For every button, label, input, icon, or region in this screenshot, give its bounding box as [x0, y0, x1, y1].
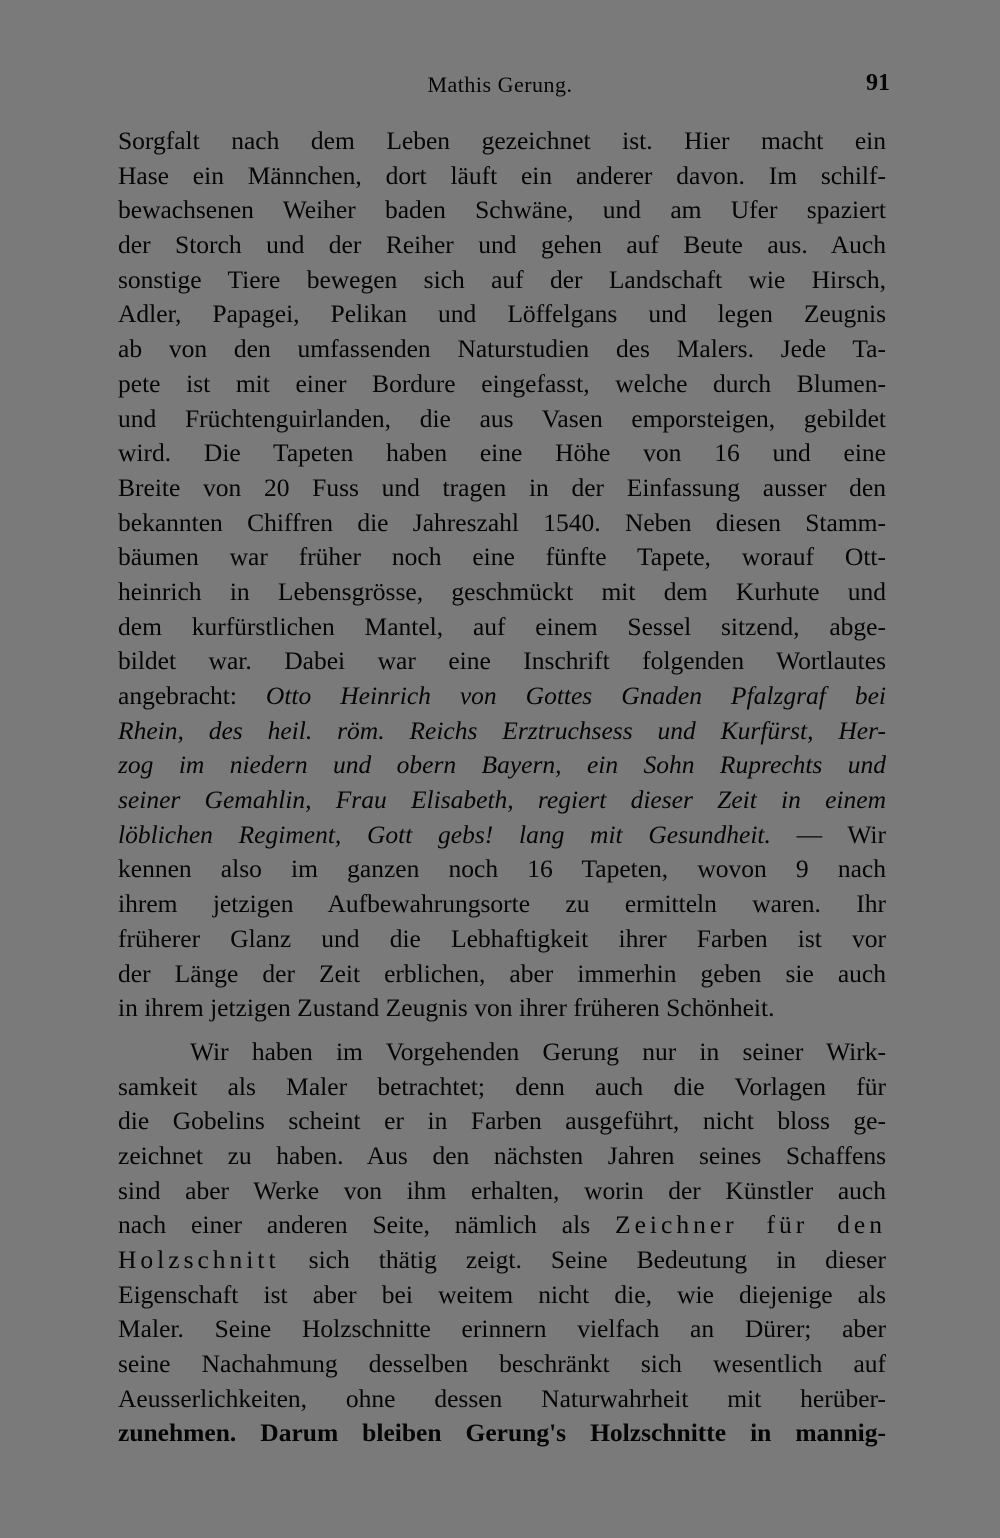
text-line: Hase ein Männchen, dort läuft ein anderer davon. Im schilf- — [118, 160, 886, 190]
running-title: Mathis Gerung. — [427, 72, 573, 97]
text-line: die Gobelins scheint er in Farben ausgeführt, nicht bloss ge- — [118, 1106, 886, 1136]
inscription-text: Otto Heinrich von Gottes Gnaden Pfalzgraf bei — [265, 681, 886, 710]
text-line: löblichen Regiment, Gott gebs! lang mit Gesundheit. — Wir — [118, 819, 886, 849]
text-line: in ihrem jetzigen Zustand Zeugnis von ihrer früheren Schönheit. — [118, 993, 775, 1023]
body-text — [118, 124, 886, 1451]
text-line: ab von den umfassenden Naturstudien des Malers. Jede Ta- — [118, 334, 886, 364]
page-number: 91 — [866, 70, 890, 96]
inscription-line: zog im niedern und obern Bayern, ein Sohn Ruprechts und — [118, 750, 886, 780]
text-line: früherer Glanz und die Lebhaftigkeit ihrer Farben ist vor — [118, 923, 886, 953]
text-line: Wir haben im Vorgehenden Gerung nur in seiner Wirk- — [190, 1036, 886, 1066]
inscription-line: seiner Gemahlin, Frau Elisabeth, regiert dieser Zeit in einem — [118, 785, 886, 815]
text-line: und Früchtenguirlanden, die aus Vasen emporsteigen, gebildet — [118, 403, 886, 433]
paragraph — [118, 124, 886, 1026]
text-line: Sorgfalt nach dem Leben gezeichnet ist. Hier macht ein — [118, 126, 886, 155]
text-line: Aeusserlichkeiten, ohne dessen Naturwahrheit mit herüber- — [118, 1383, 886, 1413]
text-line: nach einer anderen Seite, nämlich als Zeichner für den — [118, 1210, 886, 1240]
text-line: Eigenschaft ist aber bei weitem nicht die, wie diejenige als — [118, 1279, 886, 1309]
text-line: kennen also im ganzen noch 16 Tapeten, wovon 9 nach — [118, 854, 886, 884]
text-line: heinrich in Lebensgrösse, geschmückt mit dem Kurhute und — [118, 576, 886, 606]
text-line: dem kurfürstlichen Mantel, auf einem Sessel sitzend, abge- — [118, 611, 886, 641]
inscription-text: löblichen Regiment, Gott gebs! lang mit Gesundheit. — [118, 819, 771, 849]
text-line: zunehmen. Darum bleiben Gerung's Holzschnitte in mannig- — [118, 1418, 886, 1448]
spaced-emphasis: Zeichner für den — [615, 1210, 886, 1240]
running-header — [0, 66, 1000, 102]
text-line: seine Nachahmung desselben beschränkt sich wesentlich auf — [118, 1349, 886, 1379]
text-line: Adler, Papagei, Pelikan und Löffelgans und legen Zeugnis — [118, 299, 886, 329]
text-line: sonstige Tiere bewegen sich auf der Landschaft wie Hirsch, — [118, 264, 886, 294]
text-line: Maler. Seine Holzschnitte erinnern vielfach an Dürer; aber — [118, 1314, 886, 1344]
text-line: Breite von 20 Fuss und tragen in der Einfassung ausser den — [118, 472, 886, 502]
inscription-line: Rhein, des heil. röm. Reichs Erztruchsess und Kurfürst, Her- — [118, 715, 886, 745]
text-line: zeichnet zu haben. Aus den nächsten Jahren seines Schaffens — [118, 1140, 886, 1170]
text-line: angebracht: Otto Heinrich von Gottes Gnaden Pfalzgraf bei — [118, 681, 886, 710]
paragraph-gap — [118, 1026, 886, 1035]
paragraph — [118, 1035, 886, 1451]
text-line: der Storch und der Reiher und gehen auf Beute aus. Auch — [118, 230, 886, 260]
text-line: wird. Die Tapeten haben eine Höhe von 16 und eine — [118, 438, 886, 468]
text-line: pete ist mit einer Bordure eingefasst, welche durch Blumen- — [118, 368, 886, 398]
text-line: bewachsenen Weiher baden Schwäne, und am Ufer spaziert — [118, 195, 886, 225]
text-line: der Länge der Zeit erblichen, aber immerhin geben sie auch — [118, 958, 886, 988]
spaced-emphasis: Holzschnitt — [118, 1245, 280, 1274]
text-line: bäumen war früher noch eine fünfte Tapete, worauf Ott- — [118, 542, 886, 572]
text-line: bildet war. Dabei war eine Inschrift folgenden Wortlautes — [118, 646, 886, 676]
text-line: Holzschnitt sich thätig zeigt. Seine Bedeutung in dieser — [118, 1245, 886, 1274]
text-line: ihrem jetzigen Aufbewahrungsorte zu ermitteln waren. Ihr — [118, 889, 886, 919]
text-line: samkeit als Maler betrachtet; denn auch die Vorlagen für — [118, 1071, 886, 1101]
text-line: bekannten Chiffren die Jahreszahl 1540. Neben diesen Stamm- — [118, 507, 886, 537]
text-line: sind aber Werke von ihm erhalten, worin der Künstler auch — [118, 1175, 886, 1205]
